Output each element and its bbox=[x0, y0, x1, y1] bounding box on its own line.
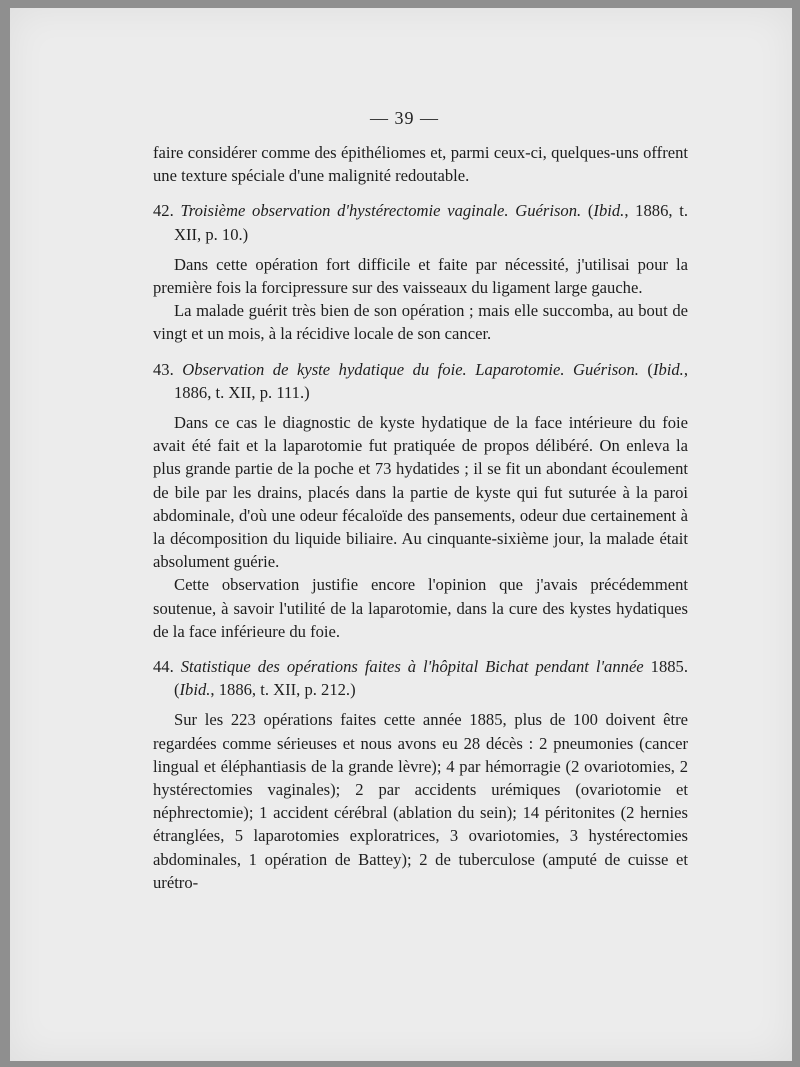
ref-ibid: Ibid. bbox=[593, 201, 625, 221]
entry-title: Observation de kyste hydatique du foie. Laparotomie. Guérison. bbox=[182, 359, 639, 379]
entry-paragraph: Sur les 223 opérations faites cette année 1885, plus de 100 doivent être regardées comme sérieuses et nous avons eu 28 décès : 2 pneumonies (cancer lingual et éléphantiasis de la grande lèvre); 4 par hémorragie (2 ovariotomies, 2 hystérectomies vaginales); 2 par accidents urémiques (ovariotomie et néphrectomie); 1 accident cérébral (ablation du sein); 14 péritonites (2 hernies étranglées, 5 laparotomies exploratrices, 3 ovariotomies, 3 hystérectomies abdominales, 1 opération de Battey); 2 de tuberculose (amputé de cuisse et urétro- bbox=[153, 710, 688, 892]
entry-heading bbox=[153, 358, 688, 404]
entry-heading bbox=[153, 199, 688, 245]
ref-rest: , 1886, t. XII, p. 212.) bbox=[210, 680, 356, 700]
entry-43 bbox=[153, 358, 688, 643]
entry-paragraph: Dans cette opération fort difficile et faite par nécessité, j'utilisai pour la première fois la forcipressure sur des vaisseaux du ligament large gauche. bbox=[153, 254, 688, 298]
ref-rest: , 1886, t. XII, p. 111.) bbox=[174, 359, 688, 402]
ref-open: ( bbox=[647, 359, 653, 379]
page-text bbox=[153, 8, 688, 894]
ref-ibid: Ibid. bbox=[652, 359, 684, 379]
opening-paragraph: faire considérer comme des épithéliomes et, parmi ceux-ci, quelques-uns offrent une texture spéciale d'une malignité redoutable. bbox=[153, 143, 688, 186]
scanned-page bbox=[10, 8, 792, 1061]
ref-ibid: Ibid. bbox=[179, 680, 211, 700]
entry-reference bbox=[174, 680, 356, 699]
entry-title: Troisième observation d'hystérectomie vaginale. Guérison. bbox=[180, 201, 582, 221]
entry-44 bbox=[153, 655, 688, 894]
entry-42 bbox=[153, 199, 688, 345]
entry-number: 42. bbox=[153, 201, 174, 221]
entry-heading bbox=[153, 655, 688, 701]
page-number: — 39 — bbox=[370, 108, 439, 128]
ref-rest: , 1886, t. XII, p. 10.) bbox=[174, 201, 689, 244]
ref-open: ( bbox=[587, 201, 594, 221]
entry-number: 43. bbox=[153, 359, 174, 379]
ref-open: ( bbox=[174, 680, 180, 700]
entry-title-year: 1885. bbox=[650, 657, 688, 677]
entry-paragraph: Dans ce cas le diagnostic de kyste hydatique de la face intérieure du foie avait été fait et la laparotomie fut pratiquée de propos délibéré. On enleva la plus grande partie de la poche et 73 hydatides ; il se fit un abondant écoulement de bile par les drains, placés dans la partie de kyste qui fut suturée à la paroi abdominale, d'où une odeur fécaloïde des pansements, odeur due certainement à la décomposition du liquide biliaire. Au cinquante-sixième jour, la malade était absolument guérie. bbox=[153, 413, 688, 572]
entry-title: Statistique des opérations faites à l'hôpital Bichat pendant l'année bbox=[180, 657, 644, 677]
entry-paragraph: Cette observation justifie encore l'opinion que j'avais précédemment soutenue, à savoir l'utilité de la laparotomie, dans la cure des kystes hydatiques de la face inférieure du foie. bbox=[153, 575, 688, 641]
entry-paragraph: La malade guérit très bien de son opération ; mais elle succomba, au bout de vingt et un mois, à la récidive locale de son cancer. bbox=[153, 301, 688, 344]
entry-number: 44. bbox=[153, 657, 174, 677]
